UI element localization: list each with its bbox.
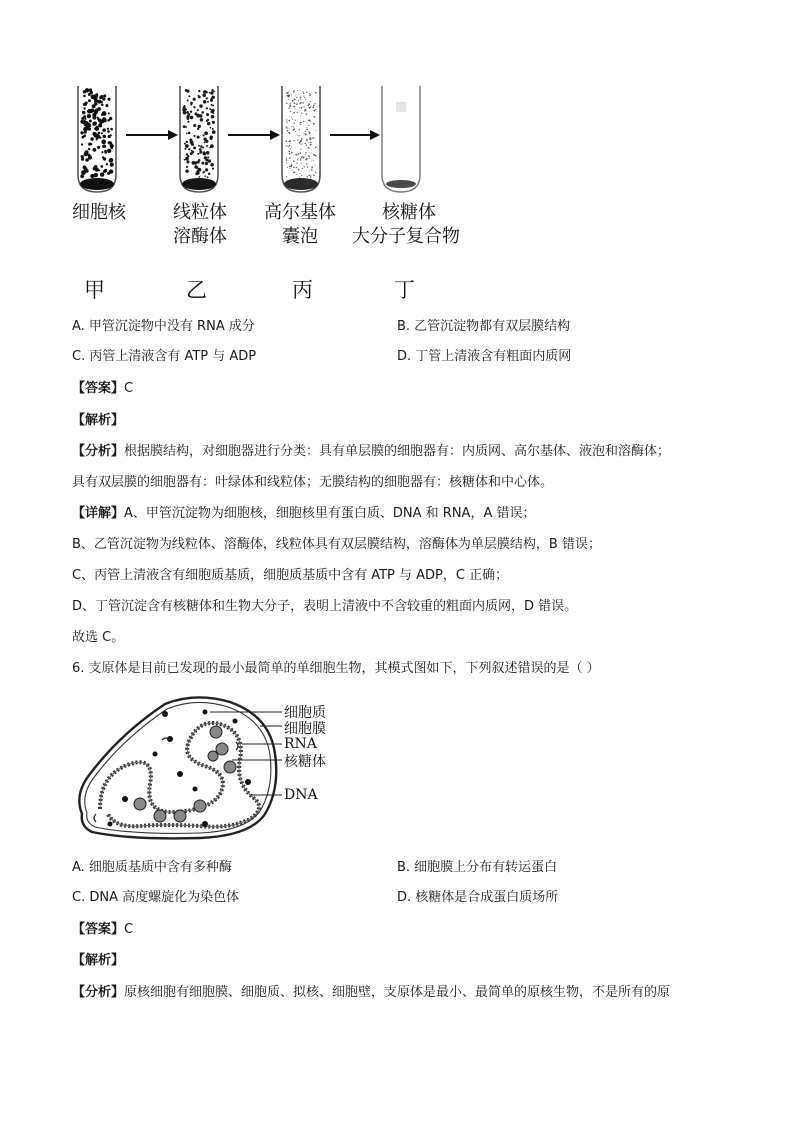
q5-xiangjie-b: B、乙管沉淀物为线粒体、溶酶体，线粒体具有双层膜结构，溶酶体为单层膜结构，B 错误； xyxy=(72,537,601,552)
answer-value: C xyxy=(124,922,134,937)
arrow-2 xyxy=(228,130,280,140)
tube-golgi xyxy=(282,86,320,192)
q5-fenxi-line-2: 具有双层膜的细胞器有：叶绿体和线粒体；无膜结构的细胞器有：核糖体和中心体。 xyxy=(72,475,554,490)
centrifuge-tubes-graphic xyxy=(60,80,480,195)
q5-xiangjie-d: D、丁管沉淀含有核糖体和生物大分子，表明上清液中不含较重的粗面内质网，D 错误。 xyxy=(72,599,578,614)
centrifuge-figure xyxy=(60,80,500,310)
analysis-tag: 【解析】 xyxy=(72,413,125,428)
label-lysosome: 溶酶体 xyxy=(173,226,227,247)
mycoplasma-figure xyxy=(70,694,360,844)
q5-xiangjie-a xyxy=(72,505,535,523)
q5-conclusion: 故选 C。 xyxy=(72,630,125,645)
answer-value: C xyxy=(124,381,134,396)
label-rna: RNA xyxy=(284,736,317,752)
label-dna: DNA xyxy=(284,787,318,803)
q6-answer xyxy=(72,921,133,939)
label-nucleus: 细胞核 xyxy=(72,202,126,223)
answer-tag: 【答案】 xyxy=(72,381,125,396)
q5-option-d: D. 丁管上清液含有粗面内质网 xyxy=(397,349,572,364)
tube-ribosome xyxy=(382,86,420,192)
tube-name-bing: 丙 xyxy=(292,278,313,302)
tube-name-jia: 甲 xyxy=(84,278,105,302)
label-macromolecule: 大分子复合物 xyxy=(352,226,460,247)
xiangjie-a-text: A、甲管沉淀物为细胞核，细胞核里有蛋白质、DNA 和 RNA，A 错误； xyxy=(124,506,536,521)
q5-answer xyxy=(72,380,133,398)
label-vesicle: 囊泡 xyxy=(282,226,318,247)
tube-nucleus xyxy=(78,86,116,192)
q5-option-c: C. 丙管上清液含有 ATP 与 ADP xyxy=(72,349,257,364)
q6-stem: 6. 支原体是目前已发现的最小最简单的单细胞生物，其模式图如下，下列叙述错误的是（ ） xyxy=(72,661,600,676)
label-mitochondria: 线粒体 xyxy=(173,202,227,223)
label-membrane: 细胞膜 xyxy=(284,721,326,737)
label-ribosome: 核糖体 xyxy=(382,202,436,223)
fenxi-text: 根据膜结构，对细胞器进行分类：具有单层膜的细胞器有：内质网、高尔基体、液泡和溶酶体； xyxy=(124,444,671,459)
q6-analysis-heading xyxy=(72,952,124,970)
answer-tag: 【答案】 xyxy=(72,922,125,937)
xiangjie-tag: 【详解】 xyxy=(72,506,125,521)
q6-option-c: C. DNA 高度螺旋化为染色体 xyxy=(72,890,240,905)
arrow-3 xyxy=(330,130,380,140)
q5-option-a: A. 甲管沉淀物中没有 RNA 成分 xyxy=(72,319,255,334)
q6-option-a: A. 细胞质基质中含有多种酶 xyxy=(72,860,232,875)
fenxi-text: 原核细胞有细胞膜、细胞质、拟核、细胞壁，支原体是最小、最简单的原核生物，不是所有的原 xyxy=(124,985,671,1000)
label-ribosome-q6: 核糖体 xyxy=(284,754,326,770)
fenxi-tag: 【分析】 xyxy=(72,985,125,1000)
label-golgi: 高尔基体 xyxy=(264,202,336,223)
q5-analysis-heading xyxy=(72,412,124,430)
q5-xiangjie-c: C、丙管上清液含有细胞质基质，细胞质基质中含有 ATP 与 ADP，C 正确； xyxy=(72,568,509,583)
q6-option-d: D. 核糖体是合成蛋白质场所 xyxy=(397,890,559,905)
q6-option-b: B. 细胞膜上分布有转运蛋白 xyxy=(397,860,558,875)
q5-option-b: B. 乙管沉淀物都有双层膜结构 xyxy=(397,319,571,334)
tube-name-yi: 乙 xyxy=(186,278,207,302)
label-cytoplasm: 细胞质 xyxy=(284,705,326,721)
tube-mitochondria xyxy=(180,86,218,192)
tube-name-ding: 丁 xyxy=(394,278,415,302)
arrow-1 xyxy=(126,130,178,140)
analysis-tag: 【解析】 xyxy=(72,953,125,968)
q6-fenxi-line-1 xyxy=(72,984,670,1002)
fenxi-tag: 【分析】 xyxy=(72,444,125,459)
q5-fenxi-line-1 xyxy=(72,443,670,461)
